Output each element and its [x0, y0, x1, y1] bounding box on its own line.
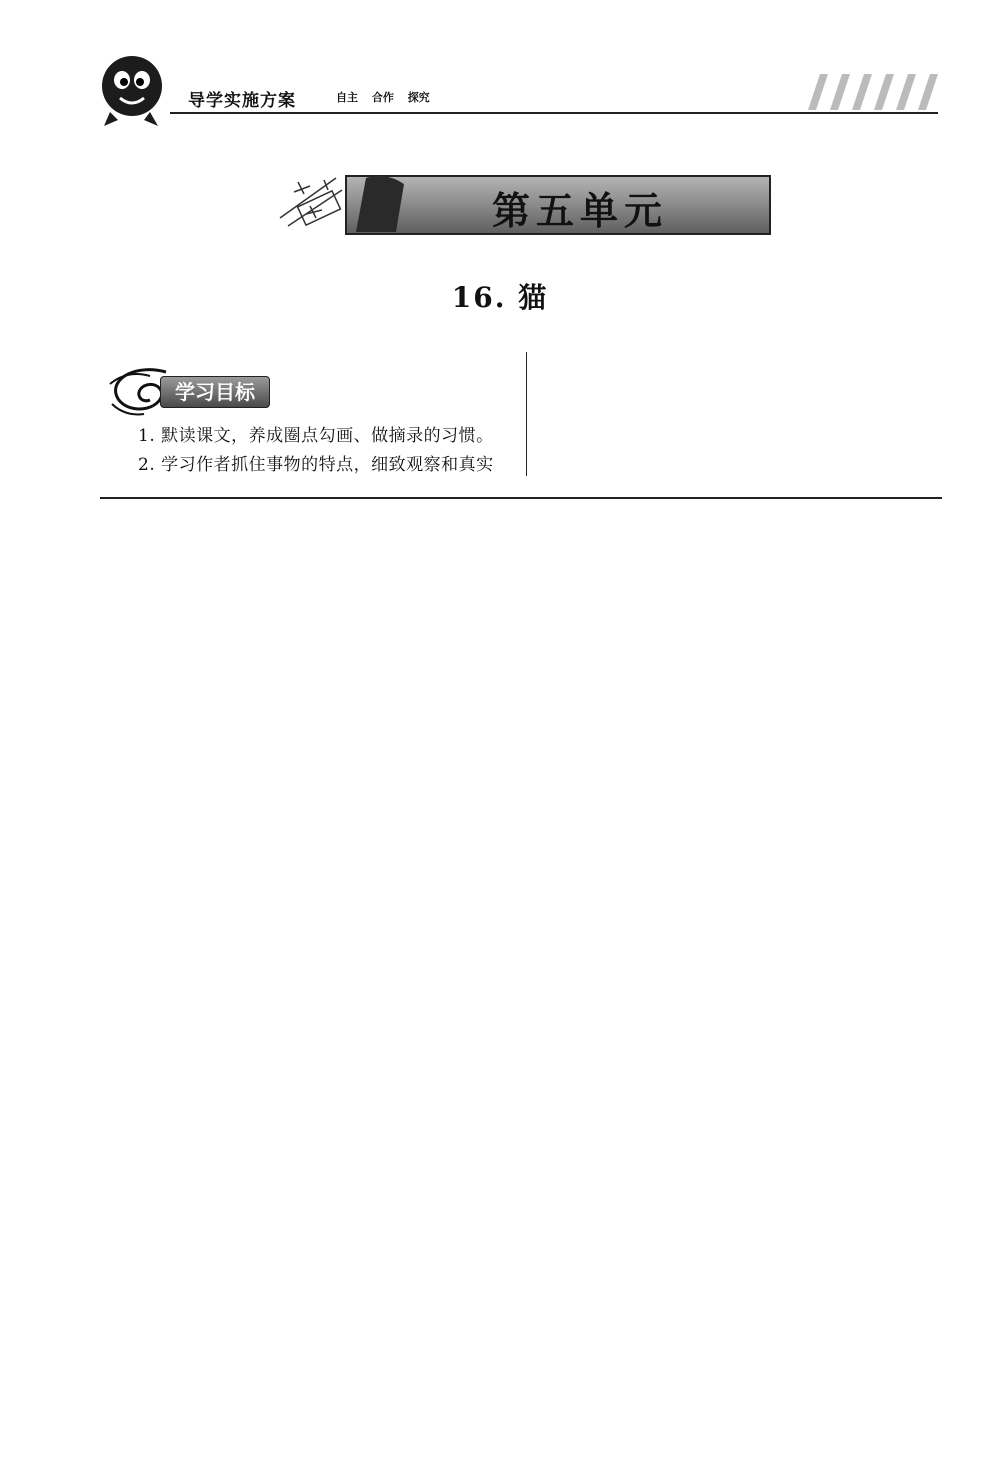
series-title: 导学实施方案: [188, 91, 296, 111]
lesson-title: 16. 猫: [451, 281, 549, 314]
tag-inquiry: 探究: [407, 91, 430, 104]
series-tags: [336, 89, 430, 105]
tag-cooperation: 合作: [371, 91, 394, 104]
tag-self-study: 自主: [336, 91, 358, 104]
mascot-logo: [98, 50, 170, 128]
goals-badge: 学习目标: [160, 376, 270, 408]
column-divider: [526, 352, 527, 476]
section-divider: [100, 497, 942, 499]
goal-item-1: 1. 默读课文，养成圈点勾画、做摘录的习惯。: [138, 426, 494, 446]
header-rule: [170, 112, 938, 114]
goal-item-2: 2. 学习作者抓住事物的特点，细致观察和真实: [138, 455, 494, 475]
header-stripes-decoration: [800, 72, 945, 110]
unit-title: 第五单元: [491, 189, 668, 233]
